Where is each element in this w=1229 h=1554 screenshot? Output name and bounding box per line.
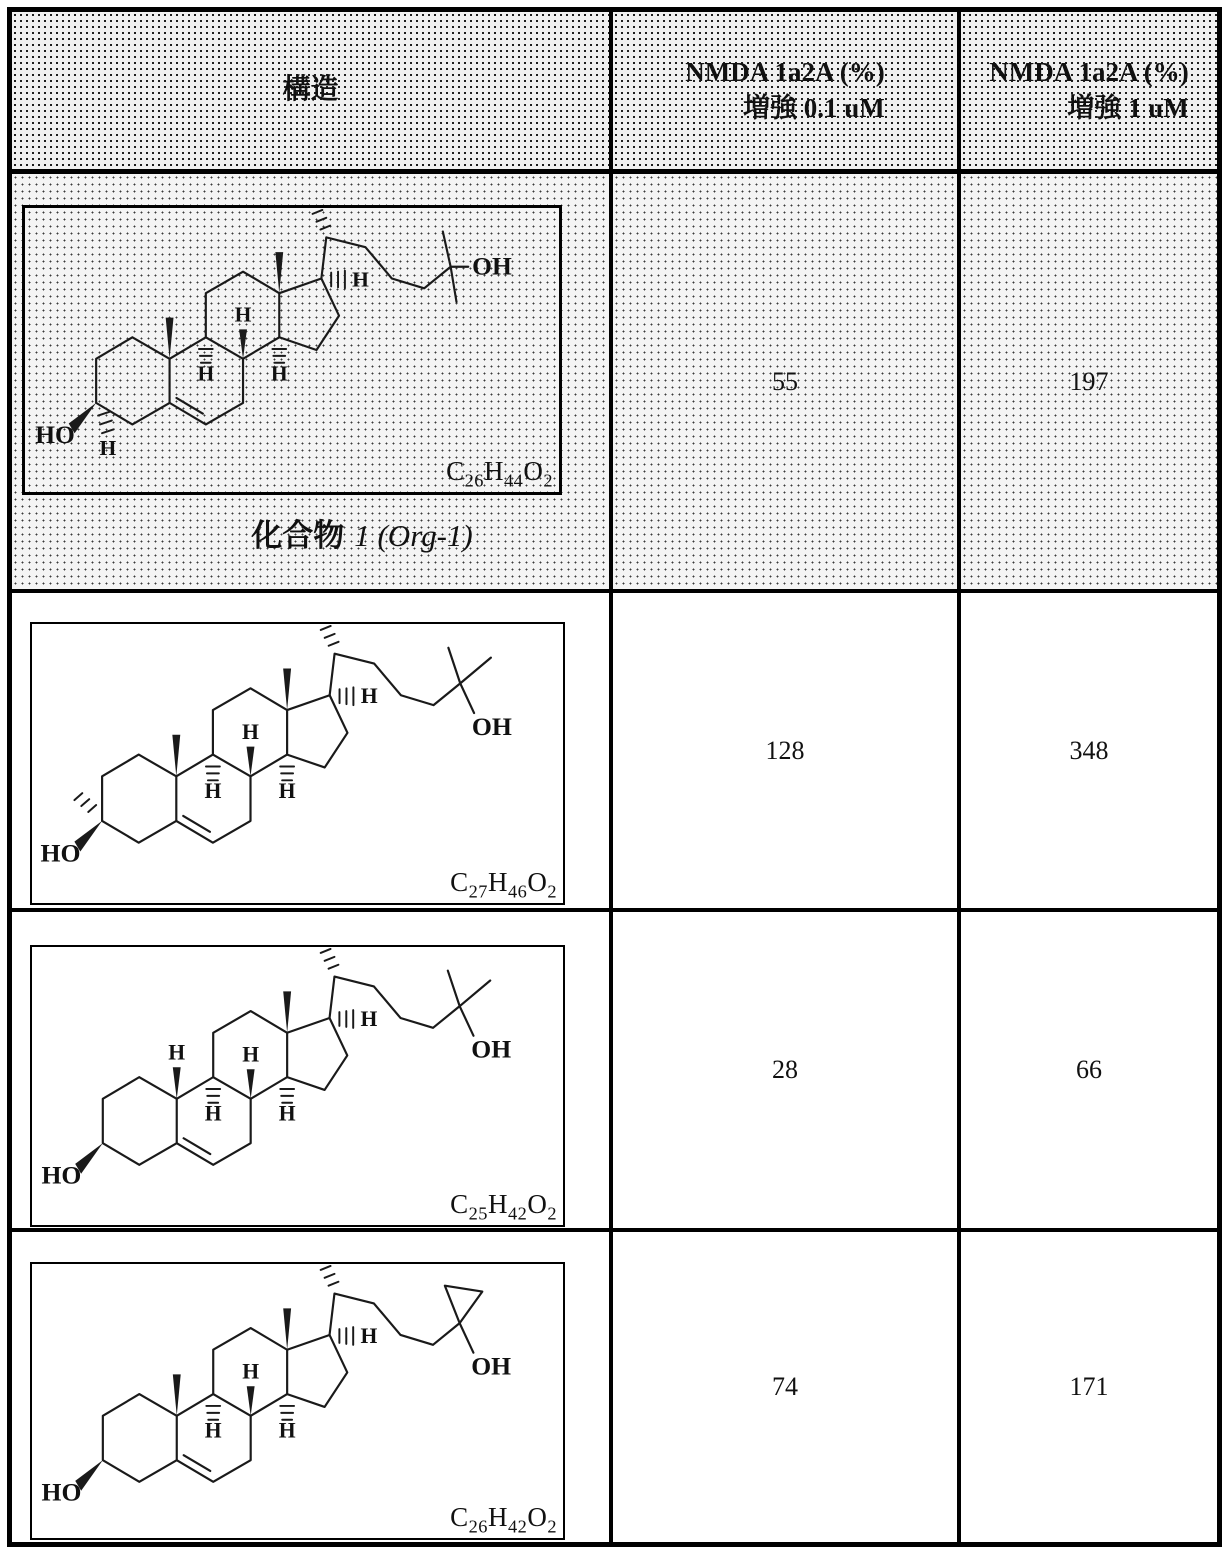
h-label: H: [360, 1006, 378, 1031]
h-label: H: [197, 361, 215, 386]
c19-methyl-wedge: [173, 1374, 181, 1415]
value-row3-0-1uM: [613, 912, 961, 1232]
value-row1-0-1uM: [613, 174, 961, 593]
structure-cell-row2: [12, 593, 613, 912]
c10-h-wedge: [173, 1067, 181, 1099]
molecular-formula: $C_{25}H_{42}O_2$: [450, 1188, 557, 1223]
h-label: H: [168, 1040, 186, 1065]
h-label: H: [204, 779, 222, 804]
potentiation-value: 197: [1069, 366, 1109, 396]
structure-cell-row1: [12, 174, 613, 593]
header-nmda-0-1uM-line1: NMDA 1a2A (%): [685, 57, 885, 88]
value-row4-1uM: [961, 1232, 1217, 1542]
h-label: H: [204, 1418, 222, 1443]
structure-box: [30, 945, 565, 1227]
hydroxy-label: OH: [472, 251, 512, 281]
h-label: H: [234, 302, 252, 327]
c3-h-hash-bond: [98, 412, 114, 434]
hydroxy-label: HO: [41, 1477, 82, 1507]
structure-box: [30, 1262, 565, 1540]
h-label: H: [278, 1101, 296, 1126]
potentiation-value: 128: [765, 735, 805, 765]
compound-name-cjk: 化合物: [251, 518, 345, 553]
potentiation-value: 55: [772, 366, 798, 396]
potentiation-value: 66: [1076, 1055, 1102, 1084]
header-nmda-1uM-line2: 増強 1 uM: [1067, 92, 1189, 123]
structure-box: [30, 622, 565, 905]
header-nmda-1uM: [961, 12, 1217, 174]
h-label: H: [99, 435, 117, 460]
hydroxy-label: HO: [41, 1160, 82, 1190]
structure-drawing-row2: [32, 624, 563, 903]
header-structure-label: 構造: [282, 74, 339, 106]
h-label: H: [352, 267, 369, 292]
potentiation-value: 28: [772, 1055, 798, 1084]
value-row4-0-1uM: [613, 1232, 961, 1542]
potentiation-value: 74: [772, 1372, 798, 1401]
structure-cell-row4: [12, 1232, 613, 1542]
h-label: H: [278, 1418, 296, 1443]
compound-name-id: 1 (Org-1): [354, 518, 473, 553]
c3-methyl-hash-bond: [74, 793, 96, 812]
molecular-formula: $C_{26}H_{42}O_2$: [450, 1501, 557, 1536]
h-label: H: [360, 1323, 378, 1348]
compound-name: [92, 510, 632, 555]
structure-drawing-row4: [32, 1264, 563, 1538]
potentiation-value: 348: [1069, 735, 1109, 765]
potentiation-value: 171: [1069, 1372, 1109, 1401]
hydroxy-label: HO: [35, 420, 75, 450]
value-row3-1uM: [961, 912, 1217, 1232]
h-label: H: [242, 719, 259, 744]
value-row1-1uM: [961, 174, 1217, 593]
structure-cell-row3: [12, 912, 613, 1232]
hydroxy-label: OH: [471, 1034, 512, 1064]
structure-box: [22, 205, 562, 495]
hydroxy-label: HO: [40, 838, 81, 868]
header-nmda-0-1uM: [613, 12, 961, 174]
h-label: H: [242, 1359, 260, 1384]
header-structure: [12, 12, 613, 174]
cyclopropyl-carbinol-bonds: [445, 1286, 482, 1353]
c19-methyl-wedge: [172, 735, 180, 777]
compound-activity-table: [7, 7, 1222, 1547]
h-label: H: [204, 1101, 222, 1126]
structure-drawing-row3: [32, 947, 563, 1225]
gem-dimethyl-carbinol-bonds: [448, 971, 490, 1036]
c19-methyl-wedge: [166, 318, 174, 359]
value-row2-0-1uM: [613, 593, 961, 912]
gem-dimethyl-carbinol-bonds: [443, 232, 468, 303]
h-label: H: [270, 361, 288, 386]
header-nmda-0-1uM-line2: 増強 0.1 uM: [742, 92, 885, 123]
h-label: H: [278, 779, 296, 804]
h-label: H: [242, 1042, 260, 1067]
molecular-formula: $C_{26}H_{44}O_2$: [446, 455, 553, 490]
hydroxy-label: OH: [471, 711, 512, 741]
structure-drawing-compound1: [25, 208, 559, 492]
gem-dimethyl-carbinol-bonds: [448, 648, 491, 713]
header-nmda-1uM-line1: NMDA 1a2A (%): [989, 57, 1189, 88]
value-row2-1uM: [961, 593, 1217, 912]
molecular-formula: $C_{27}H_{46}O_2$: [450, 866, 557, 901]
h-label: H: [360, 684, 378, 709]
hydroxy-label: OH: [471, 1351, 512, 1381]
